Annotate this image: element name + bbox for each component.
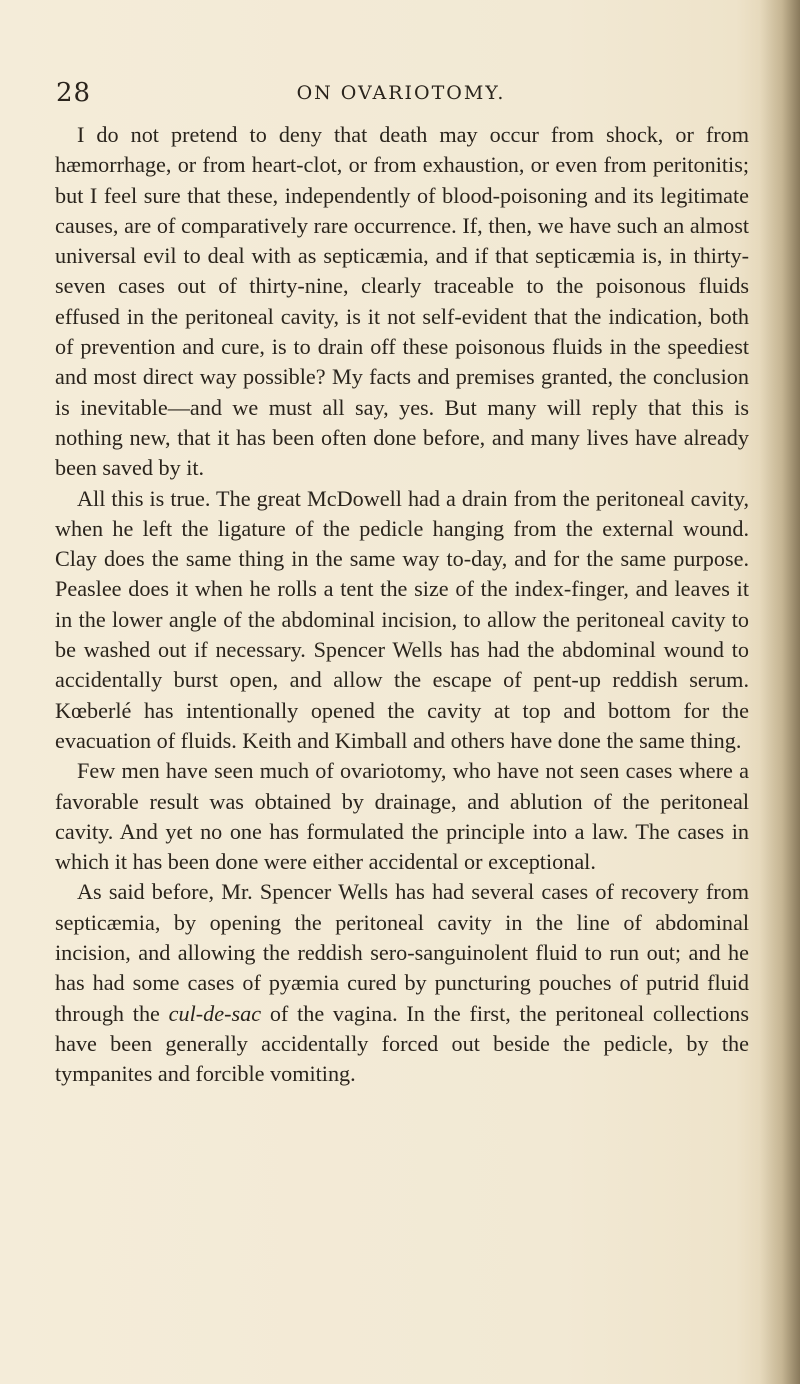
paragraph-2: All this is true. The great McDowell had a drain from the peritoneal cavity, when he left the ligature of the pedicle hanging from the external wound. Clay does the same thing in the same way to-day, and for the same purpose. Peaslee does it when he rolls a tent the size of the index-finger, and leaves it in the lower angle of the abdominal incision, to allow the peritoneal cavity to be washed out if necessary. Spencer Wells has had the abdominal wound to accidentally burst open, and allow the escape of pent-up reddish serum. Kœberlé has intentionally opened the cavity at top and bottom for the evacuation of fluids. Keith and Kimball and others have done the same thing. bbox=[55, 485, 749, 753]
body-text bbox=[55, 120, 749, 1090]
paragraph-4-text-start: As said before, Mr. Spencer Wells has had several cases of recovery from septicæmia, by opening the peritoneal cavity in the line of abdominal incision, and allowing the reddish sero-sanguinolent fluid to run out; and he has had some cases of pyæmia cured by puncturing pouches of putrid fluid through the bbox=[55, 879, 749, 1026]
page-edge-shadow bbox=[760, 0, 800, 1384]
page-header bbox=[56, 78, 746, 110]
paragraph-1: I do not pretend to deny that death may occur from shock, or from hæmorrhage, or from heart-clot, or from exhaustion, or even from peritonitis; but I feel sure that these, independently of blood-poisoning and its legitimate causes, are of comparatively rare occurrence. If, then, we have such an almost universal evil to deal with as septicæmia, and if that septicæmia is, in thirty-seven cases out of thirty-nine, clearly traceable to the poisonous fluids effused in the peritoneal cavity, is it not self-evident that the indication, both of prevention and cure, is to drain off these poisonous fluids in the speediest and most direct way possible? My facts and premises granted, the conclusion is inevitable—and we must all say, yes. But many will reply that this is nothing new, that it has been often done before, and many lives have already been saved by it. bbox=[55, 122, 749, 481]
paragraph-4 bbox=[55, 877, 749, 1089]
page-number: 28 bbox=[56, 78, 92, 108]
paragraph-3: Few men have seen much of ovariotomy, who have not seen cases where a favorable result was obtained by drainage, and ablution of the peritoneal cavity. And yet no one has formulated the principle into a law. The cases in which it has been done were either accidental or exceptional. bbox=[55, 758, 749, 875]
paragraph-4-text-end: of the vagina. In the first, the peritoneal collections have been generally accidentally forced out beside the pedicle, by the tympanites and forcible vomiting. bbox=[55, 1000, 749, 1087]
italic-term: cul-de-sac bbox=[168, 1000, 262, 1026]
running-head: ON OVARIOTOMY. bbox=[296, 82, 506, 104]
